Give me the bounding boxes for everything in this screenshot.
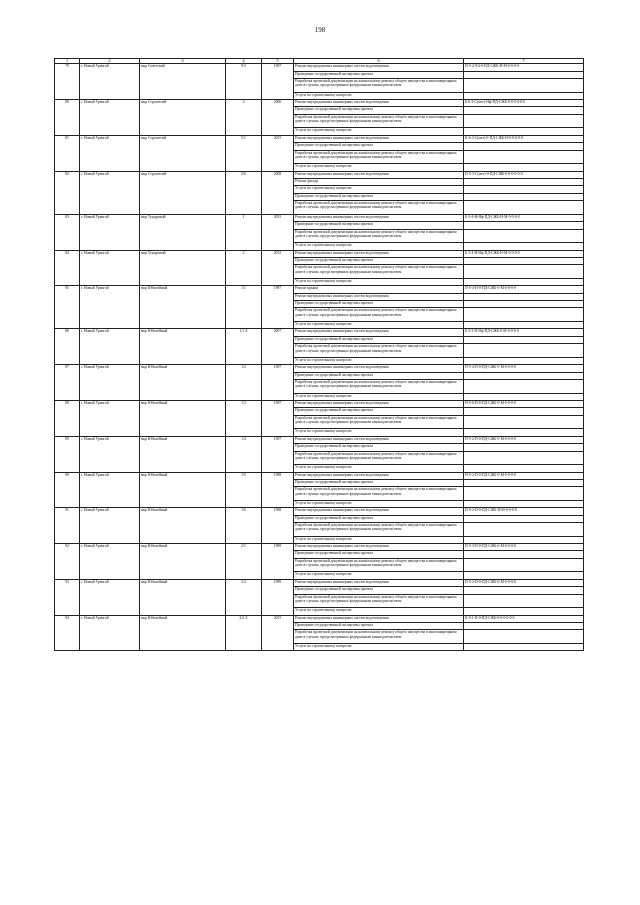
- empty-cell: [464, 186, 584, 193]
- empty-cell: [464, 523, 584, 537]
- work-type-cell: Услуги по строительному контролю: [294, 186, 464, 193]
- empty-cell: [464, 393, 584, 400]
- district-cell: мкр Строителей: [140, 135, 226, 171]
- district-cell: мкр Строителей: [140, 171, 226, 214]
- city-cell: г. Новый Уренгой: [80, 135, 140, 171]
- empty-cell: [464, 451, 584, 465]
- year-cell: 2015: [262, 135, 294, 171]
- house-code-cell: П-5-2-П-0-ПД-СЖБ-0-М-0-0-0-0: [464, 472, 584, 479]
- house-cell: 2/2: [226, 579, 262, 615]
- work-type-cell: Услуги по строительному контролю: [294, 128, 464, 135]
- table-row: [55, 365, 584, 372]
- work-type-cell: Разработка проектной документации на капитальному ремонту общего имущества в многоквартирном доме в случаях, предусмотренных федеральным законодательством: [294, 344, 464, 358]
- works-table: [54, 58, 584, 651]
- empty-cell: [464, 357, 584, 364]
- city-cell: г. Новый Уренгой: [80, 615, 140, 651]
- year-cell: 2008: [262, 171, 294, 214]
- header-cell: 4: [226, 59, 262, 64]
- city-cell: г. Новый Уренгой: [80, 100, 140, 136]
- house-cell: 5/6: [226, 171, 262, 214]
- empty-cell: [464, 128, 584, 135]
- work-type-cell: Разработка проектной документации на капитальному ремонту общего имущества в многоквартирном доме в случаях, предусмотренных федеральным законодательством: [294, 451, 464, 465]
- work-type-cell: Ремонт внутридомовых инженерных систем водоотведения: [294, 214, 464, 221]
- work-type-cell: Ремонт внутридомовых инженерных систем водоотведения: [294, 544, 464, 551]
- house-code-cell: П-5-4-П-0-ПД-СЖБ-0-М-0-0-0-0: [464, 286, 584, 293]
- city-cell: г. Новый Уренгой: [80, 329, 140, 365]
- row-number-cell: 90: [55, 472, 80, 508]
- work-type-cell: Услуги по строительному контролю: [294, 278, 464, 285]
- empty-cell: [464, 536, 584, 543]
- work-type-cell: Проведение государственной экспертизы проекта: [294, 301, 464, 308]
- house-code-cell: П-5-3-С(мет)-0-ПД-СЖБ-0-0-0-0-0-0: [464, 171, 584, 178]
- header-cell: 5: [262, 59, 294, 64]
- district-cell: мкр Строителей: [140, 100, 226, 136]
- year-cell: 1989: [262, 544, 294, 580]
- header-cell: 6: [294, 59, 464, 64]
- row-number-cell: 82: [55, 171, 80, 214]
- house-cell: 5/1: [226, 135, 262, 171]
- house-code-cell: П-5-2-П-0-ПД-СЖБ-0-М-0-0-0-0: [464, 436, 584, 443]
- empty-cell: [464, 415, 584, 429]
- work-type-cell: Ремонт внутридомовых инженерных систем водоотведения: [294, 293, 464, 300]
- empty-cell: [464, 551, 584, 558]
- work-type-cell: Разработка проектной документации на капитальному ремонту общего имущества в многоквартирном доме в случаях, предусмотренных федеральным законодательством: [294, 487, 464, 501]
- work-type-cell: Услуги по строительному контролю: [294, 643, 464, 650]
- empty-cell: [464, 608, 584, 615]
- work-type-cell: Проведение государственной экспертизы проекта: [294, 193, 464, 200]
- empty-cell: [464, 164, 584, 171]
- house-cell: 2/2 А: [226, 615, 262, 651]
- empty-cell: [464, 150, 584, 164]
- house-cell: 1/6: [226, 508, 262, 544]
- work-type-cell: Ремонт внутридомовых инженерных систем водоотведения: [294, 100, 464, 107]
- work-type-cell: Разработка проектной документации на капитальному ремонту общего имущества в многоквартирном доме в случаях, предусмотренных федеральным законодательством: [294, 308, 464, 322]
- year-cell: 1988: [262, 472, 294, 508]
- city-cell: г. Новый Уренгой: [80, 544, 140, 580]
- work-type-cell: Услуги по строительному контролю: [294, 500, 464, 507]
- row-number-cell: 80: [55, 100, 80, 136]
- work-type-cell: Ремонт внутридомовых инженерных систем водоотведения: [294, 508, 464, 515]
- work-type-cell: Проведение государственной экспертизы проекта: [294, 222, 464, 229]
- district-cell: мкр Тундровый: [140, 250, 226, 286]
- city-cell: г. Новый Уренгой: [80, 250, 140, 286]
- empty-cell: [464, 344, 584, 358]
- work-type-cell: Разработка проектной документации на капитальному ремонту общего имущества в многоквартирном доме в случаях, предусмотренных федеральным законодательством: [294, 229, 464, 243]
- city-cell: г. Новый Уренгой: [80, 472, 140, 508]
- page-number: 198: [314, 26, 326, 34]
- work-type-cell: Ремонт внутридомовых инженерных систем водоотведения: [294, 64, 464, 71]
- work-type-cell: Проведение государственной экспертизы проекта: [294, 622, 464, 629]
- district-cell: мкр Юбилейный: [140, 508, 226, 544]
- empty-cell: [464, 408, 584, 415]
- table-body: [55, 64, 584, 651]
- year-cell: 2007: [262, 329, 294, 365]
- empty-cell: [464, 465, 584, 472]
- work-type-cell: Проведение государственной экспертизы проекта: [294, 587, 464, 594]
- work-type-cell: Проведение государственной экспертизы проекта: [294, 551, 464, 558]
- empty-cell: [464, 193, 584, 200]
- empty-cell: [464, 243, 584, 250]
- row-number-cell: 88: [55, 400, 80, 436]
- table-row: [55, 544, 584, 551]
- house-cell: 3: [226, 100, 262, 136]
- house-code-cell: П-5-4-П-0-ПД-СЖБ-0-М-0-0-0-0: [464, 365, 584, 372]
- empty-cell: [464, 257, 584, 264]
- empty-cell: [464, 178, 584, 185]
- empty-cell: [464, 444, 584, 451]
- empty-cell: [464, 643, 584, 650]
- year-cell: 1987: [262, 436, 294, 472]
- work-type-cell: Разработка проектной документации на капитальному ремонту общего имущества в многоквартирном доме в случаях, предусмотренных федеральным законодательством: [294, 379, 464, 393]
- empty-cell: [464, 336, 584, 343]
- table-row: [55, 615, 584, 622]
- year-cell: 2015: [262, 214, 294, 250]
- city-cell: г. Новый Уренгой: [80, 171, 140, 214]
- house-cell: 1/2: [226, 365, 262, 401]
- work-type-cell: Разработка проектной документации на капитальному ремонту общего имущества в многоквартирном доме в случаях, предусмотренных федеральным законодательством: [294, 630, 464, 644]
- empty-cell: [464, 278, 584, 285]
- house-cell: 2: [226, 250, 262, 286]
- house-cell: 1: [226, 214, 262, 250]
- table-row: [55, 214, 584, 221]
- work-type-cell: Услуги по строительному контролю: [294, 164, 464, 171]
- header-cell: 1: [55, 59, 80, 64]
- house-code-cell: П-5-6-П-0-ПД-СЖБ-0-М-0-0-0-0: [464, 400, 584, 407]
- work-type-cell: Проведение государственной экспертизы проекта: [294, 143, 464, 150]
- empty-cell: [464, 265, 584, 279]
- work-type-cell: Разработка проектной документации на капитальному ремонту общего имущества в многоквартирном доме в случаях, предусмотренных федеральным законодательством: [294, 114, 464, 128]
- row-number-cell: 81: [55, 135, 80, 171]
- year-cell: 1989: [262, 579, 294, 615]
- header-cell: 3: [140, 59, 226, 64]
- empty-cell: [464, 114, 584, 128]
- empty-cell: [464, 379, 584, 393]
- work-type-cell: Ремонт внутридомовых инженерных систем водоотведения: [294, 135, 464, 142]
- work-type-cell: Услуги по строительному контролю: [294, 572, 464, 579]
- city-cell: г. Новый Уренгой: [80, 436, 140, 472]
- empty-cell: [464, 92, 584, 99]
- house-code-cell: П-9-2-П-0-ПД-СЖБ-П-М-0-0-0-0: [464, 508, 584, 515]
- work-type-cell: Проведение государственной экспертизы проекта: [294, 107, 464, 114]
- district-cell: мкр Юбилейный: [140, 286, 226, 329]
- table-row: [55, 329, 584, 336]
- work-type-cell: Услуги по строительному контролю: [294, 322, 464, 329]
- empty-cell: [464, 301, 584, 308]
- city-cell: г. Новый Уренгой: [80, 64, 140, 100]
- district-cell: мкр Юбилейный: [140, 365, 226, 401]
- work-type-cell: Ремонт внутридомовых инженерных систем водоотведения: [294, 329, 464, 336]
- row-number-cell: 89: [55, 436, 80, 472]
- empty-cell: [464, 107, 584, 114]
- work-type-cell: Ремонт фасада: [294, 178, 464, 185]
- year-cell: 2006: [262, 100, 294, 136]
- city-cell: г. Новый Уренгой: [80, 286, 140, 329]
- empty-cell: [464, 79, 584, 93]
- row-number-cell: 84: [55, 250, 80, 286]
- house-cell: 1/4: [226, 436, 262, 472]
- work-type-cell: Услуги по строительному контролю: [294, 465, 464, 472]
- empty-cell: [464, 630, 584, 644]
- work-type-cell: Проведение государственной экспертизы проекта: [294, 408, 464, 415]
- work-type-cell: Услуги по строительному контролю: [294, 429, 464, 436]
- empty-cell: [464, 558, 584, 572]
- house-cell: 1/1 А: [226, 329, 262, 365]
- house-code-cell: К-6-3-С(мет)-0-ПД-СЖБ-Н-0-0-0-0-0: [464, 135, 584, 142]
- city-cell: г. Новый Уренгой: [80, 365, 140, 401]
- house-cell: 2/1: [226, 544, 262, 580]
- work-type-cell: Ремонт внутридомовых инженерных систем водоотведения: [294, 436, 464, 443]
- year-cell: 1988: [262, 508, 294, 544]
- work-type-cell: Проведение государственной экспертизы проекта: [294, 479, 464, 486]
- work-type-cell: Разработка проектной документации на капитальному ремонту общего имущества в многоквартирном доме в случаях, предусмотренных федеральным законодательством: [294, 150, 464, 164]
- work-type-cell: Проведение государственной экспертизы проекта: [294, 444, 464, 451]
- district-cell: мкр Юбилейный: [140, 436, 226, 472]
- table-row: [55, 135, 584, 142]
- row-number-cell: 87: [55, 365, 80, 401]
- district-cell: мкр Юбилейный: [140, 400, 226, 436]
- house-code-cell: Б-6-3-С(мет)-Нф-ПД-СЖБ-0-0-0-0-0-0: [464, 100, 584, 107]
- empty-cell: [464, 222, 584, 229]
- work-type-cell: Ремонт внутридомовых инженерных систем водоотведения: [294, 365, 464, 372]
- house-code-cell: Б-5-4-Н-Нф-ПД-СЖБ-Н-М-0-0-0-0: [464, 250, 584, 257]
- table-row: [55, 100, 584, 107]
- work-type-cell: Разработка проектной документации на капитальному ремонту общего имущества в многоквартирном доме в случаях, предусмотренных федеральным законодательством: [294, 523, 464, 537]
- work-type-cell: Ремонт внутридомовых инженерных систем водоотведения: [294, 171, 464, 178]
- row-number-cell: 92: [55, 544, 80, 580]
- district-cell: мкр Тундровый: [140, 214, 226, 250]
- work-type-cell: Ремонт внутридомовых инженерных систем водоотведения: [294, 615, 464, 622]
- work-type-cell: Разработка проектной документации на капитальному ремонту общего имущества в многоквартирном доме в случаях, предусмотренных федеральным законодательством: [294, 415, 464, 429]
- row-number-cell: 91: [55, 508, 80, 544]
- work-type-cell: Разработка проектной документации на капитальному ремонту общего имущества в многоквартирном доме в случаях, предусмотренных федеральным законодательством: [294, 79, 464, 93]
- empty-cell: [464, 479, 584, 486]
- work-type-cell: Ремонт внутридомовых инженерных систем водоотведения: [294, 250, 464, 257]
- table-row: [55, 508, 584, 515]
- table-row: [55, 400, 584, 407]
- table-row: [55, 579, 584, 586]
- city-cell: г. Новый Уренгой: [80, 508, 140, 544]
- house-code-cell: П-5-3-П-0-ПД-СЖБ-0-М-0-0-0-0: [464, 544, 584, 551]
- house-code-cell: Б-5-3-П-Нф-ПД-СЖБ-0-М-0-0-0-0: [464, 329, 584, 336]
- row-number-cell: 83: [55, 214, 80, 250]
- empty-cell: [464, 229, 584, 243]
- work-type-cell: Услуги по строительному контролю: [294, 357, 464, 364]
- work-type-cell: Ремонт внутридомовых инженерных систем водоотведения: [294, 472, 464, 479]
- empty-cell: [464, 201, 584, 215]
- work-type-cell: Услуги по строительному контролю: [294, 243, 464, 250]
- district-cell: мкр Юбилейный: [140, 579, 226, 615]
- work-type-cell: Услуги по строительному контролю: [294, 92, 464, 99]
- house-cell: 1/3: [226, 400, 262, 436]
- empty-cell: [464, 487, 584, 501]
- table-row: [55, 436, 584, 443]
- empty-cell: [464, 429, 584, 436]
- empty-cell: [464, 622, 584, 629]
- empty-cell: [464, 500, 584, 507]
- work-type-cell: Разработка проектной документации на капитальному ремонту общего имущества в многоквартирном доме в случаях, предусмотренных федеральным законодательством: [294, 265, 464, 279]
- work-type-cell: Проведение государственной экспертизы проекта: [294, 71, 464, 78]
- work-type-cell: Разработка проектной документации на капитальному ремонту общего имущества в многоквартирном доме в случаях, предусмотренных федеральным законодательством: [294, 558, 464, 572]
- year-cell: 1987: [262, 365, 294, 401]
- table-row: [55, 472, 584, 479]
- district-cell: мкр Юбилейный: [140, 472, 226, 508]
- empty-cell: [464, 71, 584, 78]
- empty-cell: [464, 594, 584, 608]
- district-cell: мкр Советский: [140, 64, 226, 100]
- year-cell: 1987: [262, 64, 294, 100]
- work-type-cell: Разработка проектной документации на капитальному ремонту общего имущества в многоквартирном доме в случаях, предусмотренных федеральным законодательством: [294, 594, 464, 608]
- empty-cell: [464, 322, 584, 329]
- row-number-cell: 94: [55, 615, 80, 651]
- row-number-cell: 86: [55, 329, 80, 365]
- work-type-cell: Проведение государственной экспертизы проекта: [294, 515, 464, 522]
- year-cell: 1987: [262, 286, 294, 329]
- empty-cell: [464, 572, 584, 579]
- house-code-cell: П-5-2-9/4-0-ПД-СЖБ-Н-М-0-0-0-0: [464, 64, 584, 71]
- work-type-cell: Ремонт внутридомовых инженерных систем водоотведения: [294, 579, 464, 586]
- district-cell: мкр Юбилейный: [140, 544, 226, 580]
- work-type-cell: Ремонт внутридомовых инженерных систем водоотведения: [294, 400, 464, 407]
- work-type-cell: Услуги по строительному контролю: [294, 393, 464, 400]
- house-code-cell: Б-5-4-Н-Нф-ПД-СЖБ-Н-М-0-0-0-0: [464, 214, 584, 221]
- work-type-cell: Проведение государственной экспертизы проекта: [294, 372, 464, 379]
- city-cell: г. Новый Уренгой: [80, 579, 140, 615]
- house-code-cell: К-9-1-П-0-ПД-СЖБ-0-0-0-0-0-0: [464, 615, 584, 622]
- district-cell: мкр Юбилейный: [140, 329, 226, 365]
- house-code-cell: П-5-2-П-0-ПД-СЖБ-0-М-0-0-0-0: [464, 579, 584, 586]
- work-type-cell: Разработка проектной документации на капитальному ремонту общего имущества в многоквартирном доме в случаях, предусмотренных федеральным законодательством: [294, 201, 464, 215]
- district-cell: мкр Юбилейный: [140, 615, 226, 651]
- table-row: [55, 286, 584, 293]
- table-row: [55, 64, 584, 71]
- header-cell: 7: [464, 59, 584, 64]
- work-type-cell: Проведение государственной экспертизы проекта: [294, 336, 464, 343]
- work-type-cell: Проведение государственной экспертизы проекта: [294, 257, 464, 264]
- city-cell: г. Новый Уренгой: [80, 214, 140, 250]
- house-cell: 1/1: [226, 286, 262, 329]
- city-cell: г. Новый Уренгой: [80, 400, 140, 436]
- empty-cell: [464, 515, 584, 522]
- empty-cell: [464, 143, 584, 150]
- row-number-cell: 85: [55, 286, 80, 329]
- table-row: [55, 250, 584, 257]
- house-cell: 9/3: [226, 64, 262, 100]
- empty-cell: [464, 372, 584, 379]
- row-number-cell: 79: [55, 64, 80, 100]
- house-cell: 1/5: [226, 472, 262, 508]
- work-type-cell: Услуги по строительному контролю: [294, 536, 464, 543]
- empty-cell: [464, 308, 584, 322]
- work-type-cell: Ремонт крыши: [294, 286, 464, 293]
- empty-cell: [464, 587, 584, 594]
- empty-cell: [464, 293, 584, 300]
- year-cell: 2015: [262, 250, 294, 286]
- header-cell: 2: [80, 59, 140, 64]
- work-type-cell: Услуги по строительному контролю: [294, 608, 464, 615]
- table-row: [55, 171, 584, 178]
- year-cell: 1987: [262, 400, 294, 436]
- year-cell: 2015: [262, 615, 294, 651]
- row-number-cell: 93: [55, 579, 80, 615]
